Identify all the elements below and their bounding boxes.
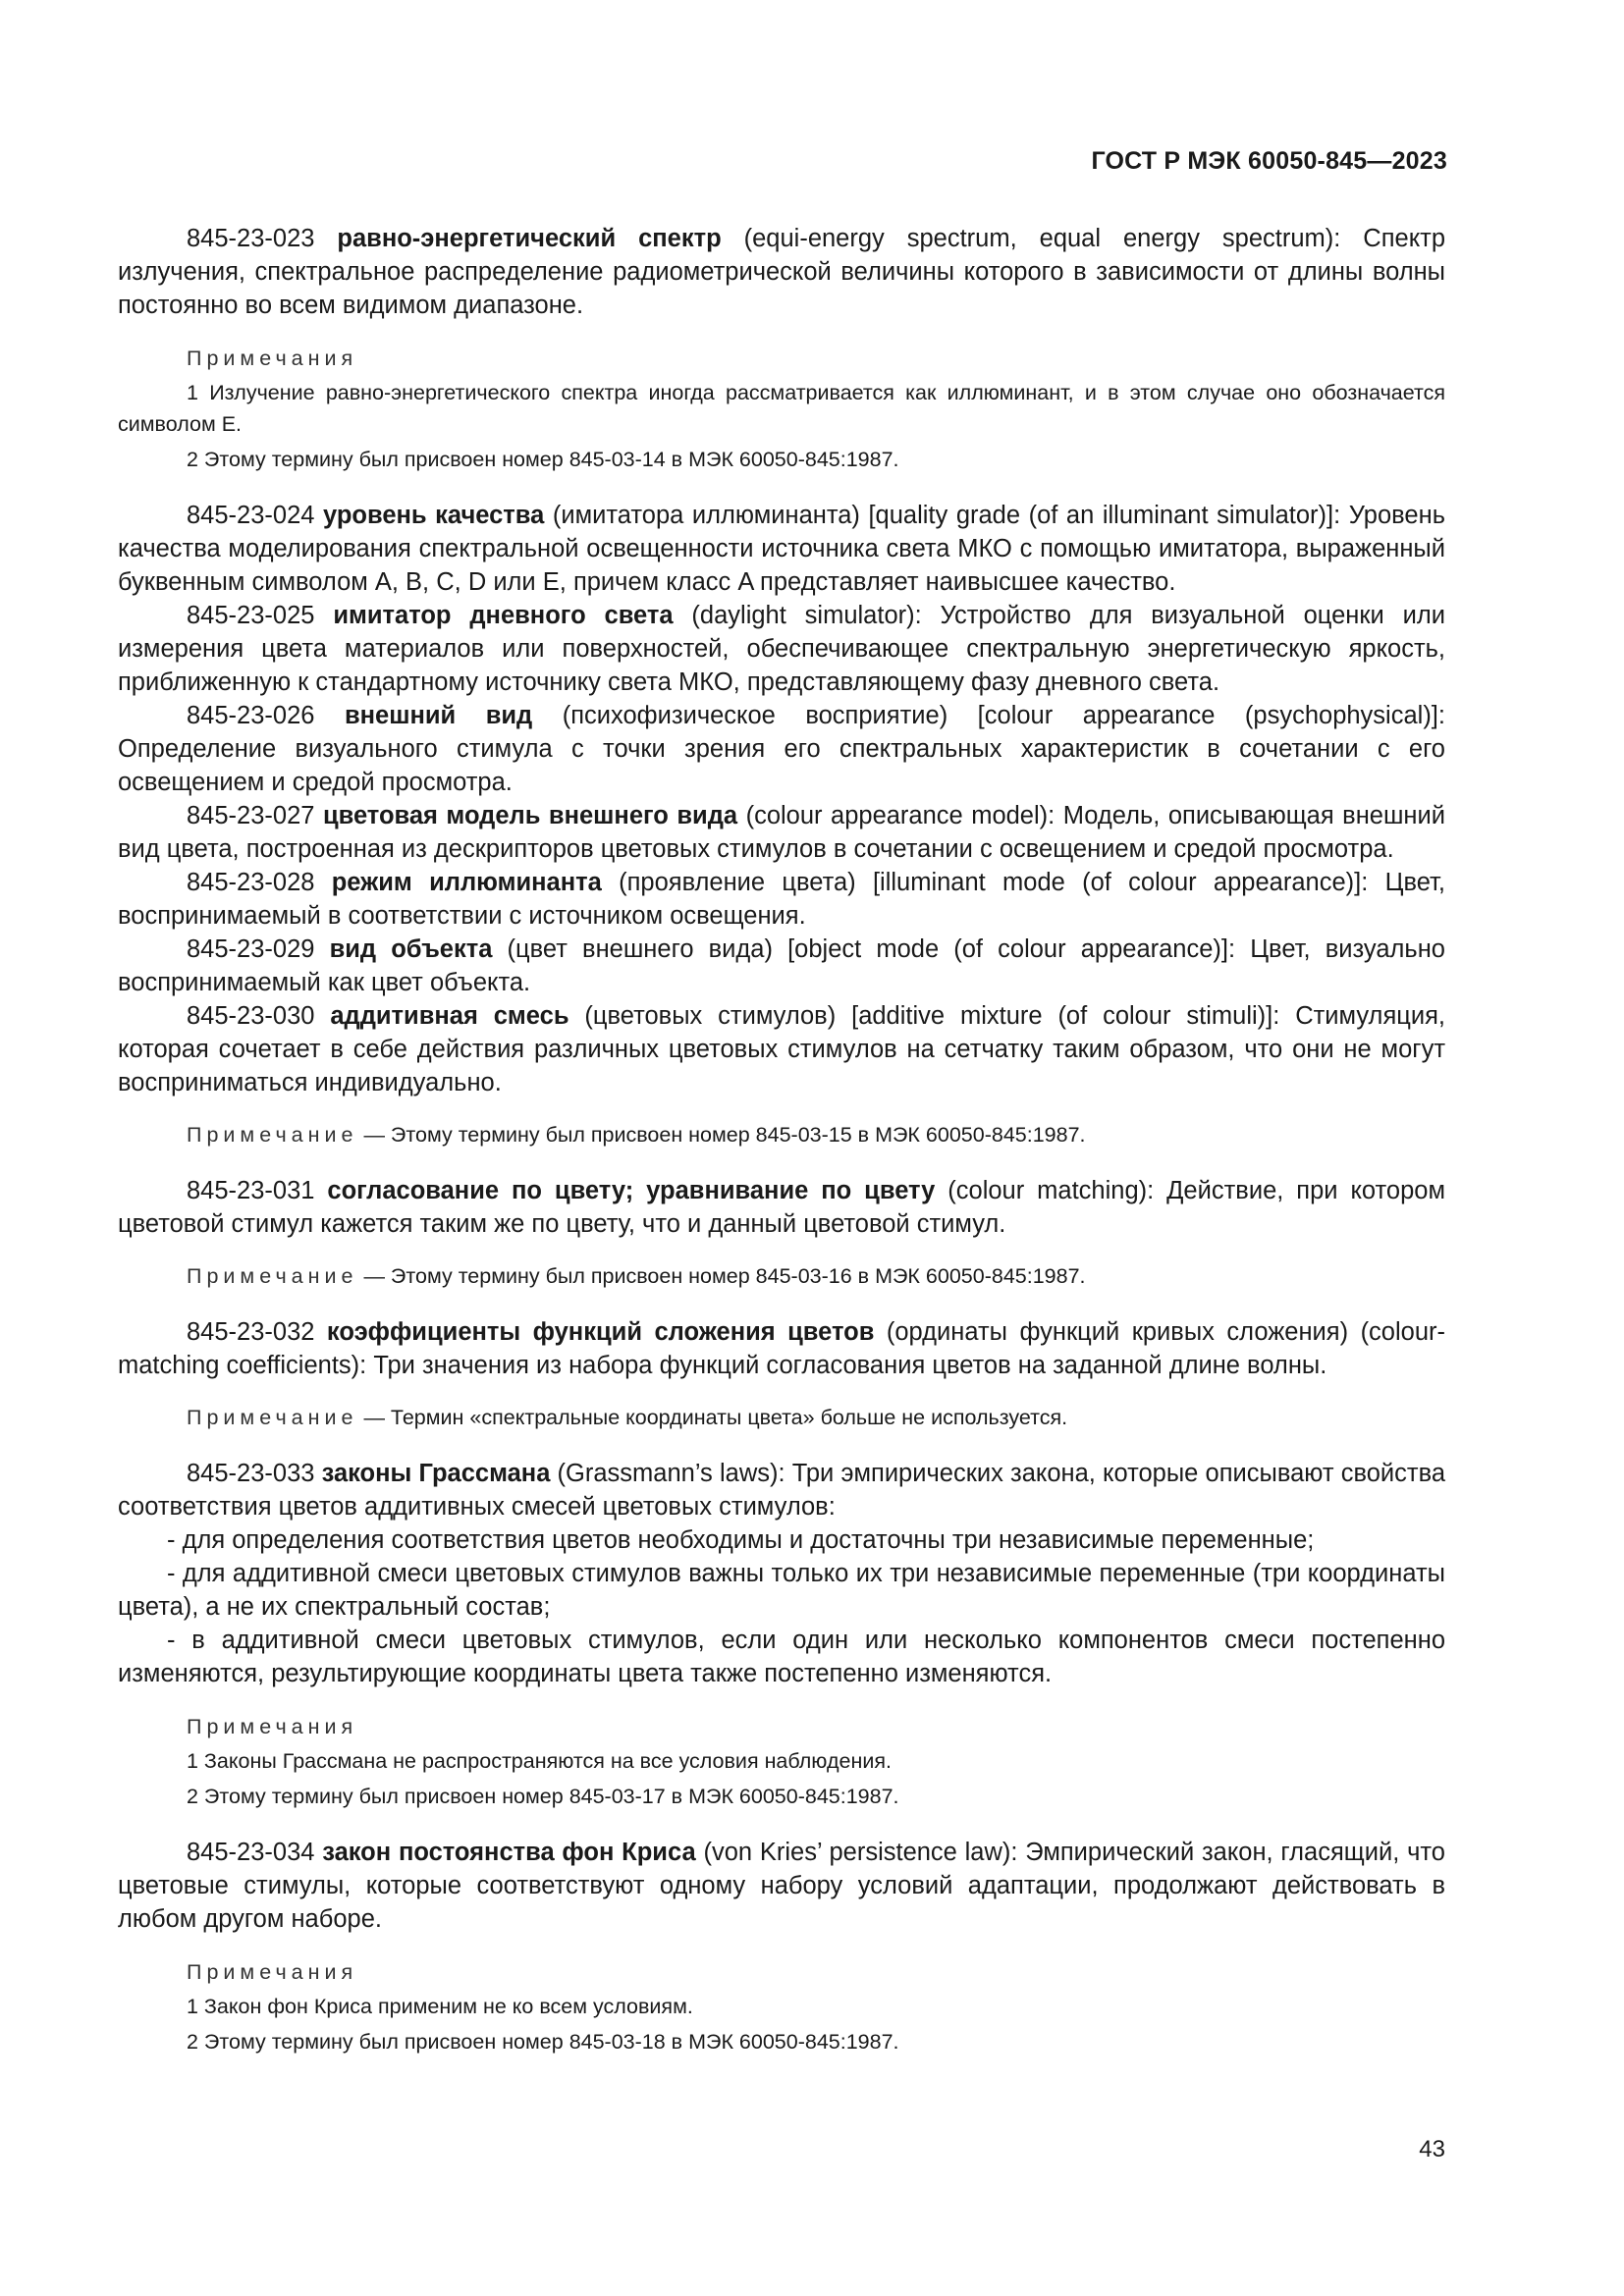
term-code: 845-23-023 [187, 225, 338, 252]
term-entry [118, 999, 1445, 1099]
term-name: режим иллюминанта [331, 869, 602, 896]
term-definition: (проявление цвета) [illuminant mode (of colour appearance)]: Цвет, воспринимаемый в соответствии с источником освещения. [118, 869, 1445, 930]
term-code: 845-23-030 [187, 1002, 331, 1030]
term-entry [118, 1836, 1445, 1936]
notes-heading: Примечания [187, 1715, 358, 1738]
term-definition: (цвет внешнего вида) [object mode (of colour appearance)]: Цвет, визуально воспринимаемый как цвет объекта. [118, 935, 1445, 996]
term-definition: (ординаты функций кривых сложения) (colour-matching coefficients): Три значения из набора функций согласования цветов на заданной длине волны. [118, 1318, 1446, 1379]
term-name: вид объекта [329, 935, 493, 963]
term-name: законы Грассмана [321, 1460, 551, 1487]
list-item: - в аддитивной смеси цветовых стимулов, если один или несколько компонентов смеси постепенно изменяются, результирующие координаты цвета также постепенно изменяются. [118, 1627, 1445, 1687]
note-text: — Этому термину был присвоен номер 845-03-15 в МЭК 60050-845:1987. [363, 1123, 1086, 1147]
note: 2 Этому термину был присвоен номер 845-03-14 в МЭК 60050-845:1987. [187, 448, 899, 471]
term-name: коэффициенты функций сложения цветов [326, 1318, 875, 1346]
term-entry [118, 222, 1445, 322]
term-entry [118, 499, 1445, 599]
term-code: 845-23-024 [187, 502, 323, 529]
note-text: — Этому термину был присвоен номер 845-03-16 в МЭК 60050-845:1987. [363, 1264, 1086, 1288]
term-code: 845-23-026 [187, 702, 345, 729]
note-label: Примечание [187, 1406, 358, 1429]
notes-heading: Примечания [187, 347, 358, 370]
term-definition: (equi-energy spectrum, equal energy spectrum): Спектр излучения, спектральное распределение радиометрической величины которого в зависимости от длины волны постоянно во всем видимом диапазоне. [118, 225, 1445, 319]
note [187, 1260, 1445, 1292]
term-entry [118, 933, 1445, 999]
term-name: согласование по цвету; уравнивание по цвету [327, 1177, 936, 1204]
term-name: цветовая модель внешнего вида [322, 802, 738, 829]
term-entry [118, 599, 1445, 699]
term-code: 845-23-028 [187, 869, 332, 896]
note: 2 Этому термину был присвоен номер 845-03-18 в МЭК 60050-845:1987. [187, 2030, 899, 2054]
term-definition: (цветовых стимулов) [additive mixture (of colour stimuli)]: Стимуляция, которая сочетает в себе действия различных цветовых стимулов на сетчатку таким образом, что они не могут восприниматься индивидуально. [118, 1002, 1445, 1096]
term-definition: (colour matching): Действие, при котором цветовой стимул кажется таким же по цвету, что и данный цветовой стимул. [118, 1177, 1445, 1238]
note: 1 Законы Грассмана не распространяются на все условия наблюдения. [187, 1749, 892, 1773]
term-definition: (daylight simulator): Устройство для визуальной оценки или измерения цвета материалов или поверхностей, обеспечивающее спектральную энергетическую яркость, приближенную к стандартному источнику света МКО, представляющему фазу дневного света. [118, 602, 1446, 696]
term-name: закон постоянства фон Криса [322, 1839, 696, 1866]
term-definition: (Grassmann’s laws): Три эмпирических закона, которые описывают свойства соответствия цветов аддитивных смесей цветовых стимулов: [118, 1460, 1446, 1521]
term-code: 845-23-025 [187, 602, 334, 629]
list-item: - для определения соответствия цветов необходимы и достаточны три независимые переменные; [167, 1526, 1315, 1554]
term-code: 845-23-031 [187, 1177, 328, 1204]
standard-designation: ГОСТ Р МЭК 60050-845—2023 [1091, 147, 1447, 175]
term-name: уровень качества [323, 502, 545, 529]
term-name: имитатор дневного света [333, 602, 674, 629]
term-entry [118, 1174, 1445, 1241]
term-code: 845-23-032 [187, 1318, 327, 1346]
note-text: — Термин «спектральные координаты цвета» больше не используется. [363, 1406, 1068, 1429]
list-item: - для аддитивной смеси цветовых стимулов важны только их три независимые переменные (три координаты цвета), а не их спектральный состав; [118, 1560, 1445, 1621]
note [187, 1119, 1445, 1150]
term-definition: (colour appearance model): Модель, описывающая внешний вид цвета, построенная из дескрипторов цветовых стимулов в сочетании с освещением и средой просмотра. [118, 802, 1446, 863]
term-entry [118, 866, 1445, 933]
term-name: внешний вид [344, 702, 533, 729]
page-content [118, 222, 1445, 2057]
page-number: 43 [1419, 2136, 1445, 2163]
note-label: Примечание [187, 1264, 358, 1288]
term-code: 845-23-033 [187, 1460, 322, 1487]
note: 1 Излучение равно-энергетического спектра иногда рассматривается как иллюминант, и в этом случае оно обозначается символом E. [118, 381, 1445, 436]
term-name: аддитивная смесь [330, 1002, 569, 1030]
note: 2 Этому термину был присвоен номер 845-03-17 в МЭК 60050-845:1987. [187, 1785, 899, 1808]
note: 1 Закон фон Криса применим не ко всем условиям. [187, 1995, 693, 2018]
note-label: Примечание [187, 1123, 358, 1147]
notes-heading: Примечания [187, 1960, 358, 1984]
term-code: 845-23-029 [187, 935, 330, 963]
term-definition: (von Kries’ persistence law): Эмпирический закон, гласящий, что цветовые стимулы, которые соответствуют одному набору условий адаптации, продолжают действовать в любом другом наборе. [118, 1839, 1445, 1933]
term-code: 845-23-034 [187, 1839, 323, 1866]
term-entry [118, 699, 1445, 799]
note [187, 1402, 1445, 1433]
term-definition: (психофизическое восприятие) [colour appearance (psychophysical)]: Определение визуального стимула с точки зрения его спектральных характеристик в сочетании с его освещением и средой просмотра. [118, 702, 1445, 796]
term-entry [118, 1457, 1445, 1523]
term-entry [118, 1315, 1445, 1382]
term-entry [118, 799, 1445, 866]
term-name: равно-энергетический спектр [337, 225, 722, 252]
term-code: 845-23-027 [187, 802, 323, 829]
term-definition: (имитатора иллюминанта) [quality grade (of an illuminant simulator)]: Уровень качества моделирования спектральной освещенности источника света МКО с помощью имитатора, выраженный буквенным символом A, B, C, D или E, причем класс A представляет наивысшее качество. [118, 502, 1445, 596]
